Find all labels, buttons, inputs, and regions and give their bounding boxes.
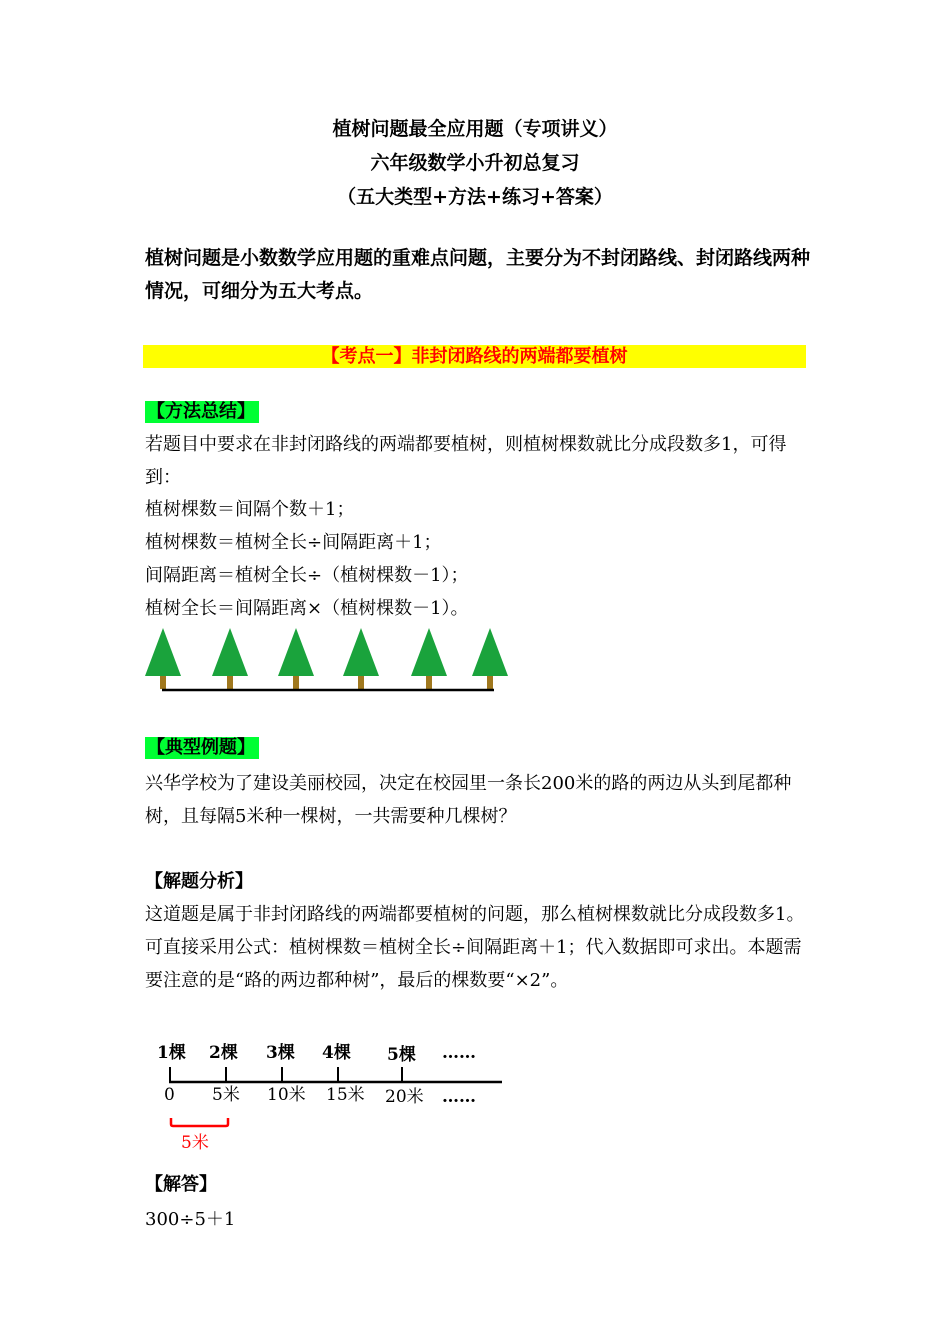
formula-line: 间隔距离＝植树全长÷（植树棵数－1）； xyxy=(145,565,469,586)
doc-subtitle: 六年级数学小升初总复习 xyxy=(370,152,580,174)
analysis-text: 这道题是属于非封闭路线的两端都要植树的问题，那么植树棵数就比分成段数多1。可直接采用公式：植树棵数＝植树全长÷间隔距离＋1；代入数据即可求出。本题需要注意的是“路的两边都种树”，最后的棵数要“×2”。 xyxy=(145,904,805,991)
count-label: 5棵 xyxy=(387,1045,416,1065)
distance-label: 5米 xyxy=(212,1085,240,1105)
count-label: 2棵 xyxy=(209,1043,238,1063)
example-text: 兴华学校为了建设美丽校园，决定在校园里一条长200米的路的两边从头到尾都种树，且每隔5米种一棵树，一共需要种几棵树？ xyxy=(145,773,792,827)
formula-line: 植树棵数＝植树全长÷间隔距离＋1； xyxy=(145,532,442,553)
distance-label: 20米 xyxy=(385,1087,424,1107)
distance-label: 15米 xyxy=(326,1085,365,1105)
interval-label: 5米 xyxy=(181,1133,209,1153)
analysis-tag: 【解题分析】 xyxy=(145,871,253,892)
example-tag: 【典型例题】 xyxy=(145,737,259,759)
method-text: 若题目中要求在非封闭路线的两端都要植树，则植树棵数就比分成段数多1，可得到： xyxy=(145,434,787,488)
answer-text: 300÷5＋1 xyxy=(145,1209,236,1230)
doc-subtitle-2: （五大类型+方法+练习+答案） xyxy=(337,186,613,208)
section-heading: 【考点一】非封闭路线的两端都要植树 xyxy=(143,345,806,368)
answer-tag: 【解答】 xyxy=(145,1174,217,1195)
count-label: …… xyxy=(442,1043,476,1063)
distance-label: …… xyxy=(442,1087,476,1107)
distance-label: 0 xyxy=(164,1085,175,1105)
distance-label: 10米 xyxy=(267,1085,306,1105)
method-tag: 【方法总结】 xyxy=(145,401,259,423)
count-label: 4棵 xyxy=(322,1043,351,1063)
intro-paragraph: 植树问题是小数数学应用题的重难点问题，主要分为不封闭路线、封闭路线两种情况，可细分为五大考点。 xyxy=(145,247,811,302)
count-label: 1棵 xyxy=(157,1043,186,1063)
formula-line: 植树棵数＝间隔个数＋1； xyxy=(145,499,355,520)
formula-line: 植树全长＝间隔距离×（植树棵数－1）。 xyxy=(145,598,469,619)
count-label: 3棵 xyxy=(266,1043,295,1063)
interval-bracket xyxy=(171,1118,228,1126)
doc-title: 植树问题最全应用题（专项讲义） xyxy=(332,118,618,140)
